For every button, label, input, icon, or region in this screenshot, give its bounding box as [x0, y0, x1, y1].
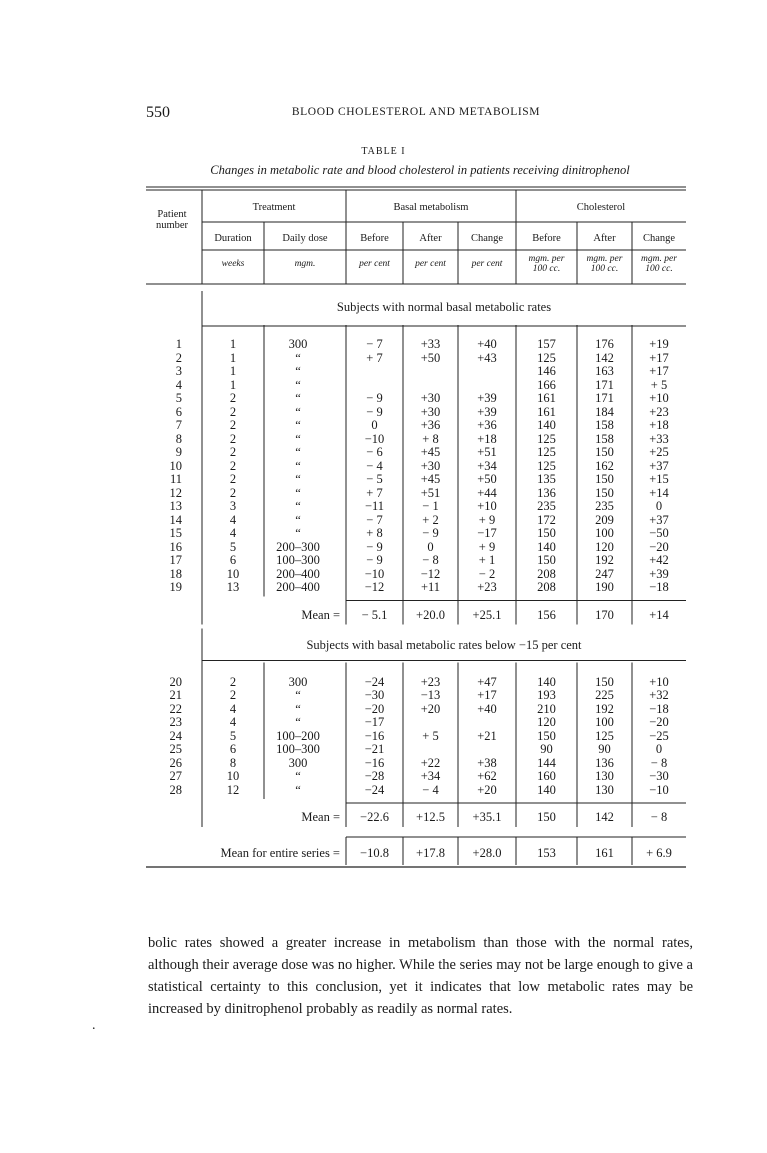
mean-value: +14 — [649, 607, 669, 622]
patient-number-cell: 10 — [169, 458, 182, 473]
table-cell: +43 — [477, 350, 497, 365]
table-cell: 90 — [540, 742, 553, 756]
table-cell: 2 — [229, 458, 237, 473]
table-cell: 163 — [595, 364, 614, 378]
table-cell: −17 — [477, 526, 497, 540]
table-cell: + 8 — [366, 526, 383, 540]
patient-number-cell: 26 — [169, 755, 182, 770]
table-cell: +23 — [420, 674, 441, 689]
mean-value: − 5.1 — [361, 607, 388, 622]
patient-number-cell: 16 — [169, 539, 182, 554]
table-cell: 247 — [595, 566, 614, 581]
patient-number-cell: 17 — [169, 553, 182, 567]
table-cell: 158 — [595, 418, 614, 432]
table-cell: 4 — [229, 715, 237, 729]
overall-mean-label: Mean for entire series = — [220, 846, 340, 860]
table-cell: 157 — [537, 337, 556, 351]
mean-value: +25.1 — [472, 607, 502, 622]
table-cell: 161 — [537, 391, 556, 405]
header-column: Daily dose — [282, 233, 328, 244]
header-column: Before — [360, 233, 389, 244]
header-patient-number: number — [155, 220, 189, 231]
table-cell: 125 — [537, 445, 556, 459]
table-cell: +40 — [477, 701, 497, 716]
table-cell: 150 — [595, 472, 614, 486]
table-cell: +30 — [420, 391, 441, 405]
table-cell: +15 — [649, 472, 669, 486]
table-cell: −10 — [649, 782, 669, 797]
table-cell: − 2 — [478, 566, 496, 581]
table-cell: 140 — [537, 782, 556, 797]
table-cell: 1 — [229, 350, 237, 365]
mean-value: +20.0 — [416, 607, 445, 622]
table-cell: 146 — [537, 364, 556, 378]
table-cell: 140 — [537, 674, 556, 689]
header-column: Before — [532, 233, 561, 244]
table-cell: 6 — [229, 553, 237, 567]
table-cell: 125 — [537, 431, 556, 446]
table-cell: +39 — [477, 404, 497, 419]
table-cell: +10 — [477, 499, 497, 513]
table-cell: “ — [295, 782, 301, 797]
patient-number-cell: 18 — [169, 566, 182, 581]
table-cell: −30 — [364, 688, 385, 702]
header-unit: 100 cc. — [532, 264, 561, 274]
table-cell: + 5 — [650, 377, 668, 392]
table-cell: +17 — [649, 364, 669, 378]
table-cell: +20 — [420, 701, 441, 716]
table-cell: +22 — [420, 755, 441, 770]
table-cell: 171 — [595, 377, 614, 392]
mean-value: 150 — [537, 810, 556, 824]
table-cell: + 9 — [478, 512, 496, 527]
overall-mean-value: +17.8 — [416, 846, 445, 860]
table-cell: +10 — [649, 674, 669, 689]
patient-number-cell: 2 — [175, 350, 182, 365]
header-group: Basal metabolism — [393, 202, 469, 213]
table-cell: 158 — [595, 431, 614, 446]
table-cell: 0 — [427, 539, 434, 554]
table-cell: 136 — [537, 485, 556, 500]
table-cell: 190 — [595, 580, 614, 594]
mean-value: 142 — [595, 810, 614, 824]
table-cell: 4 — [229, 512, 237, 527]
table-cell: 135 — [537, 472, 556, 486]
table-cell: 3 — [229, 499, 237, 513]
table-cell: − 1 — [422, 499, 439, 513]
page-header — [146, 104, 686, 124]
table-cell: − 7 — [366, 337, 383, 351]
table-cell: +20 — [477, 782, 497, 797]
mean-value: 170 — [595, 607, 614, 622]
table-cell: +18 — [477, 431, 497, 446]
mean-value: −22.6 — [360, 810, 389, 824]
table-cell: 142 — [595, 350, 614, 365]
table-cell: +21 — [477, 728, 497, 743]
table-cell: 100–300 — [276, 553, 320, 567]
table-cell: 8 — [229, 755, 237, 770]
header-column: After — [593, 233, 616, 244]
table-cell: 10 — [226, 566, 240, 581]
table-cell: 5 — [229, 728, 237, 743]
table-cell: 166 — [537, 377, 556, 392]
table-cell: 0 — [371, 418, 378, 432]
table-cell: +39 — [477, 391, 497, 405]
patient-number-cell: 8 — [175, 431, 182, 446]
table-cell: + 7 — [366, 350, 383, 365]
table-cell: 125 — [595, 728, 614, 743]
table-cell: 1 — [229, 364, 237, 378]
table-cell: 140 — [537, 418, 556, 432]
table-cell: −12 — [420, 566, 441, 581]
table-cell: “ — [295, 350, 301, 365]
table-cell: 150 — [537, 553, 556, 567]
table-cell: 200–400 — [276, 566, 320, 581]
patient-number-cell: 9 — [175, 445, 182, 459]
data-table — [146, 186, 686, 918]
table-cell: “ — [295, 418, 301, 432]
table-cell: “ — [295, 445, 301, 459]
table-cell: “ — [295, 391, 301, 405]
table-cell: “ — [295, 499, 301, 513]
table-cell: 160 — [537, 769, 556, 783]
header-unit: mgm. per — [586, 254, 623, 264]
table-cell: 144 — [537, 755, 556, 770]
table-cell: 6 — [229, 742, 237, 756]
table-cell: 300 — [288, 337, 308, 351]
patient-number-cell: 23 — [169, 715, 182, 729]
table-cell: 125 — [537, 458, 556, 473]
table-cell: “ — [295, 404, 301, 419]
table-cell: − 4 — [422, 782, 439, 797]
table-cell: 150 — [595, 445, 614, 459]
table-cell: 2 — [229, 674, 237, 689]
patient-number-cell: 25 — [169, 742, 182, 756]
table-cell: +19 — [649, 337, 669, 351]
patient-number-cell: 27 — [169, 769, 182, 783]
mean-value: +35.1 — [472, 810, 502, 824]
table-cell: “ — [295, 458, 301, 473]
header-group: Cholesterol — [576, 202, 626, 213]
table-cell: −16 — [364, 755, 385, 770]
table-cell: − 8 — [650, 755, 668, 770]
table-cell: 0 — [655, 742, 663, 756]
patient-number-cell: 7 — [175, 418, 182, 432]
table-cell: +50 — [477, 472, 497, 486]
table-cell: 235 — [537, 499, 556, 513]
table-cell: −24 — [364, 782, 385, 797]
overall-mean-value: −10.8 — [360, 846, 389, 860]
table-cell: +36 — [420, 418, 441, 432]
table-cell: 130 — [595, 782, 614, 797]
header-unit: weeks — [221, 259, 245, 269]
header-patient-number: Patient — [157, 209, 187, 220]
table-cell: −16 — [364, 728, 385, 743]
table-cell: “ — [295, 688, 301, 702]
table-cell: 2 — [229, 472, 237, 486]
table-cell: 2 — [229, 688, 237, 702]
table-cell: 0 — [655, 499, 663, 513]
table-cell: 13 — [226, 580, 240, 594]
table-cell: “ — [295, 377, 301, 392]
running-head: BLOOD CHOLESTEROL AND METABOLISM — [291, 106, 541, 118]
patient-number-cell: 6 — [175, 404, 182, 419]
table-cell: 200–300 — [276, 539, 320, 554]
table-cell: +45 — [420, 445, 441, 459]
table-cell: +62 — [477, 769, 497, 783]
table-cell: −20 — [649, 539, 669, 554]
table-cell: −28 — [364, 769, 385, 783]
table-cell: − 9 — [366, 553, 383, 567]
patient-number-cell: 19 — [169, 580, 182, 594]
table-cell: +30 — [420, 404, 441, 419]
table-cell: −20 — [364, 701, 385, 716]
margin-mark: . — [92, 1018, 96, 1033]
table-cell: 200–400 — [276, 580, 320, 594]
header-unit: per cent — [471, 259, 503, 269]
overall-mean-value: 161 — [595, 846, 614, 860]
table-cell: 2 — [229, 445, 237, 459]
patient-number-cell: 4 — [175, 377, 182, 392]
table-caption: Changes in metabolic rate and blood cholesterol in patients receiving dinitrophenol — [210, 163, 630, 177]
table-cell: − 9 — [366, 391, 383, 405]
table-cell: −18 — [649, 580, 669, 594]
table-cell: “ — [295, 431, 301, 446]
table-cell: +34 — [420, 769, 441, 783]
table-cell: 225 — [595, 688, 614, 702]
table-cell: 5 — [229, 539, 237, 554]
table-cell: 2 — [229, 391, 237, 405]
table-cell: 2 — [229, 418, 237, 432]
table-cell: “ — [295, 472, 301, 486]
table-cell: “ — [295, 526, 301, 540]
table-cell: 125 — [537, 350, 556, 365]
table-cell: − 9 — [366, 539, 383, 554]
header-column: Duration — [214, 233, 252, 244]
table-cell: − 9 — [366, 404, 383, 419]
table-cell: +37 — [649, 458, 669, 473]
patient-number-cell: 5 — [175, 391, 182, 405]
table-cell: −30 — [649, 769, 669, 783]
table-cell: 130 — [595, 769, 614, 783]
table-cell: +33 — [420, 337, 441, 351]
table-cell: +39 — [649, 566, 669, 581]
table-cell: +32 — [649, 688, 669, 702]
patient-number-cell: 15 — [169, 526, 182, 540]
table-cell: + 2 — [422, 512, 439, 527]
patient-number-cell: 20 — [169, 674, 182, 689]
table-cell: − 9 — [422, 526, 439, 540]
table-cell: −24 — [364, 674, 385, 689]
table-cell: −50 — [649, 526, 669, 540]
table-cell: + 5 — [422, 728, 439, 743]
table-cell: 208 — [537, 580, 556, 594]
table-label: TABLE I — [361, 146, 406, 157]
table-cell: 161 — [537, 404, 556, 419]
table-cell: 176 — [595, 337, 614, 351]
table-cell: 235 — [595, 499, 614, 513]
table-cell: “ — [295, 701, 301, 716]
table-cell: 100–300 — [276, 742, 320, 756]
section-title: Subjects with basal metabolic rates below −15 per cent — [306, 637, 582, 652]
table-cell: + 7 — [366, 485, 383, 500]
table-cell: +30 — [420, 458, 441, 473]
table-cell: 136 — [595, 755, 614, 770]
table-cell: 193 — [537, 688, 556, 702]
section-title: Subjects with normal basal metabolic rates — [336, 300, 552, 314]
mean-label: Mean = — [301, 810, 340, 824]
table-cell: − 5 — [366, 472, 383, 486]
table-cell: + 1 — [478, 553, 496, 567]
table-cell: −10 — [364, 566, 385, 581]
table-cell: 192 — [595, 553, 614, 567]
header-unit: 100 cc. — [645, 264, 673, 274]
table-cell: −13 — [420, 688, 441, 702]
header-column: After — [419, 233, 442, 244]
mean-value: +12.5 — [416, 810, 445, 824]
table-cell: 120 — [537, 715, 556, 729]
table-cell: “ — [295, 485, 301, 500]
mean-value: − 8 — [650, 810, 668, 824]
table-cell: 2 — [229, 485, 237, 500]
table-cell: +17 — [477, 688, 497, 702]
page-number: 550 — [146, 104, 170, 121]
table-cell: 4 — [229, 526, 237, 540]
table-cell: − 8 — [422, 553, 439, 567]
body-paragraph: bolic rates showed a greater increase in metabolism than those with the normal rates, although their average dose was no higher. While the series may not be large enough to give a statistical certainty to this conclusion, yet it indicates that low metabolic rates may be increased by dinitrophenol probably as readily as normal rates. — [148, 935, 693, 1017]
table-cell: +25 — [649, 445, 669, 459]
table-cell: +23 — [477, 580, 497, 594]
table-cell: 300 — [288, 755, 308, 770]
header-unit: 100 cc. — [590, 264, 619, 274]
table-cell: “ — [295, 364, 301, 378]
header-unit: mgm. per — [528, 254, 565, 264]
table-cell: 2 — [229, 404, 237, 419]
patient-number-cell: 1 — [175, 337, 182, 351]
table-cell: 171 — [595, 391, 614, 405]
table-cell: +36 — [477, 418, 497, 432]
table-cell: 100–200 — [276, 728, 320, 743]
table-cell: +38 — [477, 755, 497, 770]
overall-mean-value: 153 — [537, 846, 556, 860]
table-cell: +34 — [477, 458, 497, 473]
table-cell: 4 — [229, 701, 237, 716]
patient-number-cell: 12 — [169, 485, 182, 500]
table-cell: 184 — [595, 404, 614, 419]
table-cell: +18 — [649, 418, 669, 432]
table-cell: 208 — [537, 566, 556, 581]
table-cell: +11 — [420, 580, 441, 594]
table-cell: −21 — [364, 742, 385, 756]
table-cell: −10 — [364, 431, 385, 446]
table-cell: “ — [295, 715, 301, 729]
patient-number-cell: 24 — [169, 728, 182, 743]
table-cell: 150 — [537, 526, 556, 540]
table-cell: 12 — [226, 782, 240, 797]
table-cell: 90 — [598, 742, 611, 756]
table-cell: 300 — [288, 674, 308, 689]
table-cell: “ — [295, 512, 301, 527]
mean-value: 156 — [537, 607, 556, 622]
table-cell: +42 — [649, 553, 669, 567]
patient-number-cell: 22 — [169, 701, 182, 716]
table-cell: 150 — [595, 485, 614, 500]
table-cell: 162 — [595, 458, 614, 473]
table-cell: 120 — [595, 539, 614, 554]
header-group: Treatment — [252, 202, 296, 213]
patient-number-cell: 28 — [169, 782, 182, 797]
table-cell: −11 — [364, 499, 385, 513]
overall-mean-value: +28.0 — [472, 846, 502, 860]
patient-number-cell: 21 — [169, 688, 182, 702]
header-unit: per cent — [359, 259, 390, 269]
header-unit: mgm. per — [641, 254, 677, 264]
table-cell: 100 — [595, 715, 614, 729]
table-cell: +51 — [477, 445, 497, 459]
table-cell: − 7 — [366, 512, 383, 527]
table-cell: +33 — [649, 431, 669, 446]
table-cell: 209 — [595, 512, 614, 527]
table-cell: +44 — [477, 485, 497, 500]
table-cell: 192 — [595, 701, 614, 716]
table-cell: + 9 — [478, 539, 496, 554]
table-cell: − 6 — [366, 445, 383, 459]
patient-number-cell: 13 — [169, 499, 182, 513]
body-text — [148, 932, 693, 1020]
table-cell: −17 — [364, 715, 385, 729]
table-cell: +14 — [649, 485, 669, 500]
table-cell: 1 — [229, 337, 237, 351]
table-cell: 140 — [537, 539, 556, 554]
table-cell: + 8 — [422, 431, 439, 446]
table-cell: 100 — [595, 526, 614, 540]
patient-number-cell: 14 — [169, 512, 182, 527]
table-cell: +10 — [649, 391, 669, 405]
table-cell: +47 — [477, 674, 497, 689]
table-cell: +50 — [420, 350, 441, 365]
table-cell: 150 — [537, 728, 556, 743]
table-cell: +51 — [420, 485, 441, 500]
table-cell: +45 — [420, 472, 441, 486]
table-cell: +23 — [649, 404, 669, 419]
table-cell: +40 — [477, 337, 497, 351]
patient-number-cell: 11 — [169, 472, 182, 486]
table-cell: 210 — [537, 701, 556, 716]
table-cell: −25 — [649, 728, 669, 743]
table-cell: 10 — [226, 769, 240, 783]
header-unit: per cent — [415, 259, 446, 269]
header-column: Change — [470, 233, 504, 244]
table-cell: 1 — [229, 377, 237, 392]
table-cell: “ — [295, 769, 301, 783]
table-cell: −18 — [649, 701, 669, 716]
header-column: Change — [642, 233, 676, 244]
table-cell: +17 — [649, 350, 669, 365]
table-cell: − 4 — [366, 458, 383, 473]
mean-label: Mean = — [301, 607, 340, 622]
table-cell: 2 — [229, 431, 237, 446]
table-cell: 150 — [595, 674, 614, 689]
overall-mean-value: + 6.9 — [646, 846, 672, 860]
patient-number-cell: 3 — [175, 364, 182, 378]
table-cell: −12 — [364, 580, 385, 594]
table-cell: 172 — [537, 512, 556, 527]
header-unit: mgm. — [294, 259, 316, 269]
table-cell: −20 — [649, 715, 669, 729]
table-cell: +37 — [649, 512, 669, 527]
